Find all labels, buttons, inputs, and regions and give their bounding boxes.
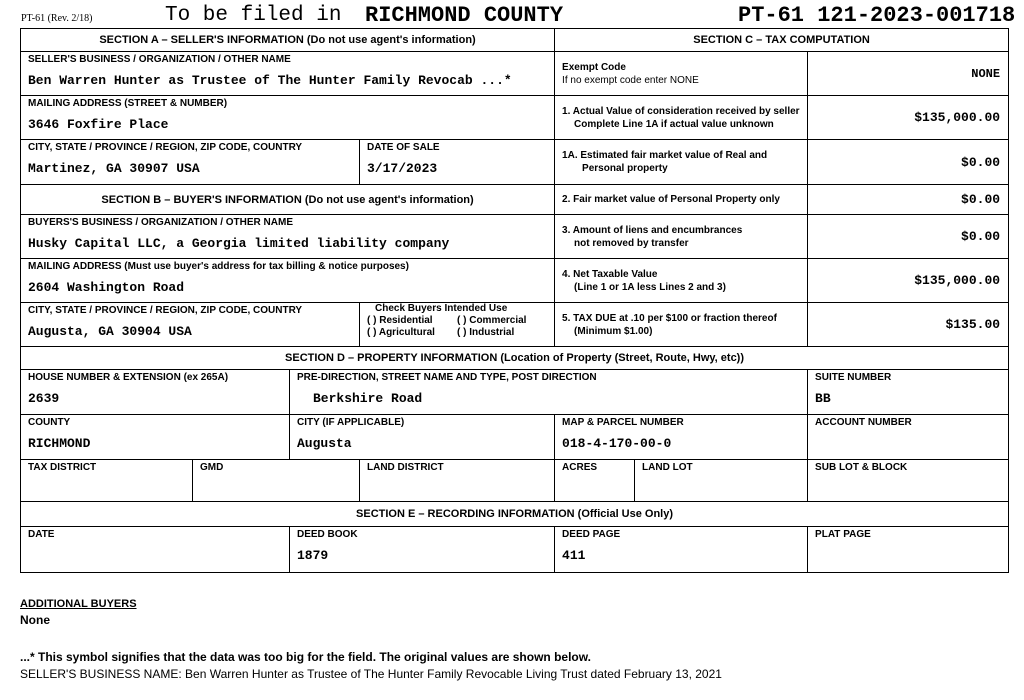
intended-use-cell: [360, 303, 555, 347]
street-label: PRE-DIRECTION, STREET NAME AND TYPE, POST DIRECTION: [297, 372, 597, 383]
map-parcel-label: MAP & PARCEL NUMBER: [562, 417, 684, 428]
exempt-code-label: Exempt Code: [562, 61, 626, 73]
pt61-number: PT-61 121-2023-001718: [738, 3, 1016, 28]
buyer-city-label: CITY, STATE / PROVINCE / REGION, ZIP CODE, COUNTRY: [28, 305, 303, 316]
seller-mailing-value: 3646 Foxfire Place: [28, 117, 169, 132]
land-lot-cell: [635, 460, 808, 502]
seller-name-label: SELLER'S BUSINESS / ORGANIZATION / OTHER NAME: [28, 54, 291, 65]
deed-page-label: DEED PAGE: [562, 529, 621, 540]
suite-value: BB: [815, 391, 831, 406]
use-agricultural-checkbox[interactable]: ( ) Agricultural: [367, 327, 435, 338]
deed-book-cell: [290, 527, 555, 573]
line2-label: 2. Fair market value of Personal Property only: [562, 194, 780, 205]
account-number-cell: [808, 415, 1009, 460]
property-county-value: RICHMOND: [28, 436, 91, 451]
gmd-label: GMD: [200, 462, 224, 473]
land-district-cell: [360, 460, 555, 502]
suite-cell: [808, 370, 1009, 415]
property-county-label: COUNTY: [28, 417, 71, 428]
overflow-note: ...* This symbol signifies that the data was too big for the field. The original values are shown below.: [20, 650, 591, 664]
seller-mailing-cell: [21, 96, 555, 140]
deed-book-label: DEED BOOK: [297, 529, 358, 540]
seller-city-label: CITY, STATE / PROVINCE / REGION, ZIP CODE, COUNTRY: [28, 142, 303, 153]
buyer-name-label: BUYERS'S BUSINESS / ORGANIZATION / OTHER NAME: [28, 217, 293, 228]
section-c-title: SECTION C – TAX COMPUTATION: [555, 29, 1009, 52]
map-parcel-cell: [555, 415, 808, 460]
intended-use-label: Check Buyers Intended Use: [375, 303, 508, 314]
line1a-value: $0.00: [808, 140, 1009, 185]
original-seller-name: SELLER'S BUSINESS NAME: Ben Warren Hunter as Trustee of The Hunter Family Revocable Living Trust dated February 13, 2021: [20, 667, 722, 681]
form-revision: PT-61 (Rev. 2/18): [21, 13, 93, 24]
exempt-code-cell: [555, 52, 808, 96]
sale-date-cell: [360, 140, 555, 185]
use-residential-checkbox[interactable]: ( ) Residential: [367, 315, 433, 326]
line3-cell: [555, 215, 808, 259]
property-city-cell: [290, 415, 555, 460]
section-d-title: SECTION D – PROPERTY INFORMATION (Location of Property (Street, Route, Hwy, etc)): [21, 347, 1009, 370]
exempt-code-sub: If no exempt code enter NONE: [562, 74, 699, 86]
buyer-mailing-label: MAILING ADDRESS (Must use buyer's address for tax billing & notice purposes): [28, 261, 409, 272]
seller-city-value: Martinez, GA 30907 USA: [28, 161, 200, 176]
property-city-value: Augusta: [297, 436, 352, 451]
section-b-title: SECTION B – BUYER'S INFORMATION (Do not use agent's information): [21, 185, 555, 215]
line5-cell: [555, 303, 808, 347]
map-parcel-value: 018-4-170-00-0: [562, 436, 672, 451]
account-number-label: ACCOUNT NUMBER: [815, 417, 912, 428]
deed-book-value: 1879: [297, 548, 329, 563]
house-number-cell: [21, 370, 290, 415]
line4-cell: [555, 259, 808, 303]
exempt-code-value: NONE: [808, 52, 1009, 96]
line1-cell: [555, 96, 808, 140]
buyer-city-value: Augusta, GA 30904 USA: [28, 324, 192, 339]
line1a-label: 1A. Estimated fair market value of Real and: [562, 150, 768, 161]
line3-sub: not removed by transfer: [574, 237, 689, 249]
line5-sub: (Minimum $1.00): [574, 325, 653, 337]
buyer-mailing-cell: [21, 259, 555, 303]
filed-in-label: To be filed in: [165, 4, 342, 27]
sub-lot-cell: [808, 460, 1009, 502]
sub-lot-label: SUB LOT & BLOCK: [815, 462, 908, 473]
line1a-sub: Personal property: [582, 163, 668, 174]
house-number-label: HOUSE NUMBER & EXTENSION (ex 265A): [28, 372, 229, 383]
line1-sub: Complete Line 1A if actual value unknown: [574, 118, 774, 130]
section-a-title: SECTION A – SELLER'S INFORMATION (Do not use agent's information): [21, 29, 555, 52]
street-cell: [290, 370, 808, 415]
seller-name-value: Ben Warren Hunter as Trustee of The Hunter Family Revocab ...*: [28, 73, 512, 88]
pt61-form: [20, 28, 1009, 573]
line1-value: $135,000.00: [808, 96, 1009, 140]
deed-page-cell: [555, 527, 808, 573]
land-lot-label: LAND LOT: [642, 462, 693, 473]
line3-value: $0.00: [808, 215, 1009, 259]
property-county-cell: [21, 415, 290, 460]
line4-value: $135,000.00: [808, 259, 1009, 303]
additional-buyers-label: ADDITIONAL BUYERS: [20, 598, 137, 610]
line4-label: 4. Net Taxable Value: [562, 268, 658, 280]
plat-page-label: PLAT PAGE: [815, 529, 871, 540]
seller-mailing-label: MAILING ADDRESS (STREET & NUMBER): [28, 98, 228, 109]
line5-value: $135.00: [808, 303, 1009, 347]
seller-city-cell: [21, 140, 360, 185]
acres-label: ACRES: [562, 462, 598, 473]
deed-page-value: 411: [562, 548, 586, 563]
line2-value: $0.00: [808, 185, 1009, 215]
recording-date-cell: [21, 527, 290, 573]
tax-district-cell: [21, 460, 193, 502]
plat-page-cell: [808, 527, 1009, 573]
buyer-city-cell: [21, 303, 360, 347]
house-number-value: 2639: [28, 391, 60, 406]
line4-sub: (Line 1 or 1A less Lines 2 and 3): [574, 281, 726, 293]
tax-district-label: TAX DISTRICT: [28, 462, 97, 473]
use-industrial-checkbox[interactable]: ( ) Industrial: [457, 327, 515, 338]
seller-name-cell: [21, 52, 555, 96]
line3-label: 3. Amount of liens and encumbrances: [562, 224, 743, 236]
land-district-label: LAND DISTRICT: [367, 462, 444, 473]
section-e-title: SECTION E – RECORDING INFORMATION (Official Use Only): [21, 502, 1009, 527]
buyer-name-cell: [21, 215, 555, 259]
buyer-mailing-value: 2604 Washington Road: [28, 280, 185, 295]
county-title: RICHMOND COUNTY: [365, 3, 564, 28]
additional-buyers-value: None: [20, 613, 50, 627]
acres-cell: [555, 460, 635, 502]
recording-date-label: DATE: [28, 529, 55, 540]
gmd-cell: [193, 460, 360, 502]
form-header: [0, 0, 1024, 28]
line2-cell: [555, 185, 808, 215]
line1-label: 1. Actual Value of consideration received by seller: [562, 105, 800, 117]
line1a-cell: [555, 140, 808, 185]
suite-label: SUITE NUMBER: [815, 372, 892, 383]
street-value: Berkshire Road: [313, 391, 423, 406]
property-city-label: CITY (IF APPLICABLE): [297, 417, 405, 428]
use-commercial-checkbox[interactable]: ( ) Commercial: [457, 315, 527, 326]
line5-label: 5. TAX DUE at .10 per $100 or fraction thereof: [562, 312, 777, 324]
sale-date-value: 3/17/2023: [367, 161, 438, 176]
buyer-name-value: Husky Capital LLC, a Georgia limited liability company: [28, 236, 450, 251]
sale-date-label: DATE OF SALE: [367, 142, 440, 153]
